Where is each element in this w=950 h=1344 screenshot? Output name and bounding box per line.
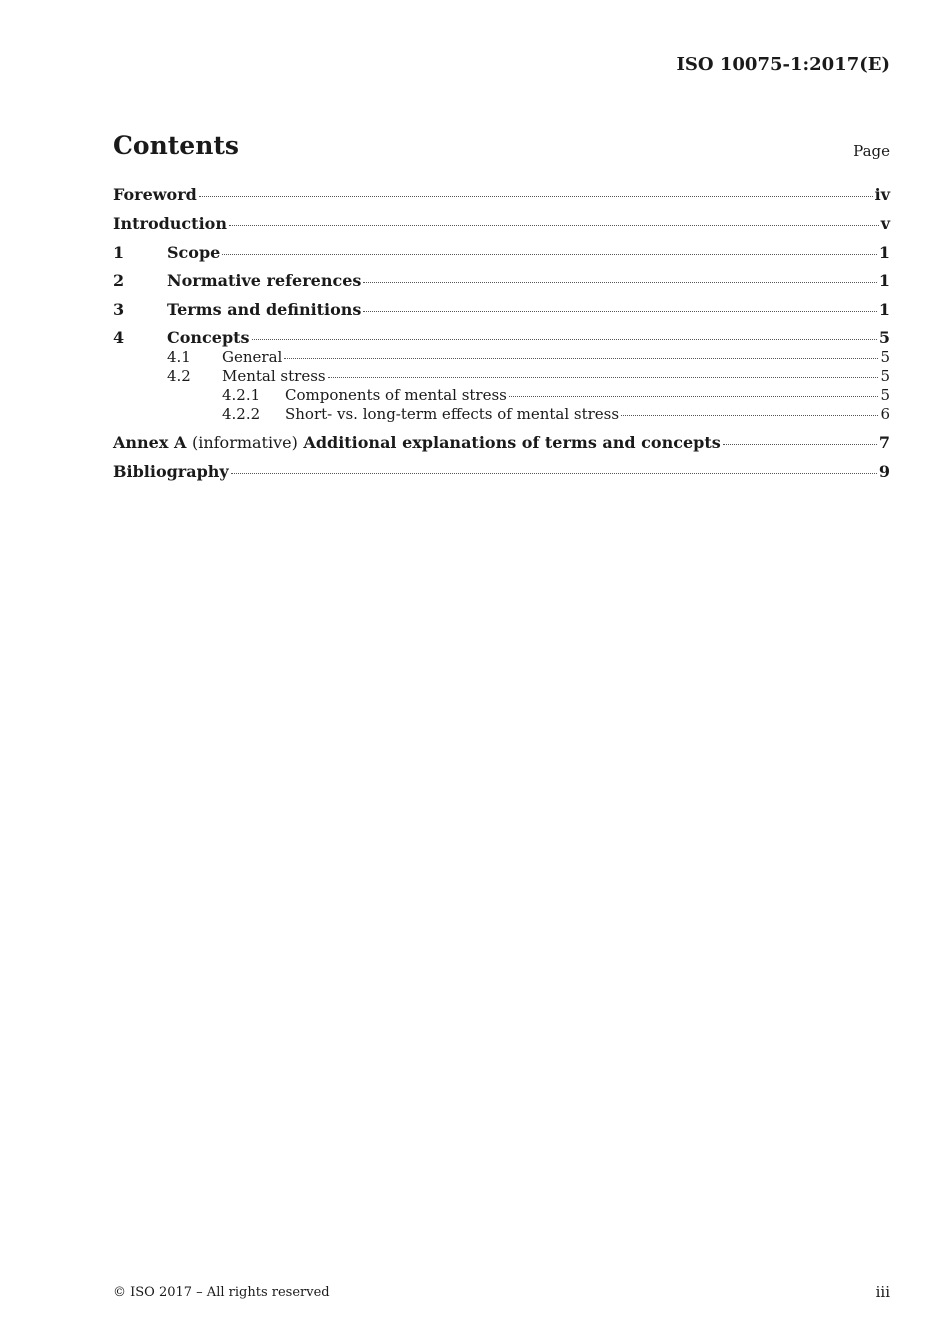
toc-entry-introduction[interactable]: [113, 214, 890, 233]
toc-entry-title: Normative references: [167, 271, 362, 290]
toc-entry-normative-references[interactable]: [113, 271, 890, 290]
toc-entry-number: 4: [113, 328, 125, 347]
page-column-label: Page: [853, 142, 890, 160]
toc-entry-page: 5: [878, 328, 890, 347]
toc-entry-page: 6: [880, 405, 890, 423]
toc-entry-page: 5: [880, 367, 890, 385]
toc-entry-general[interactable]: [113, 348, 890, 366]
toc-entry-title: General: [222, 348, 283, 366]
dot-leader: [621, 415, 878, 416]
toc-entry-scope[interactable]: [113, 243, 890, 262]
toc-entry-short-vs-long-term-effects[interactable]: [113, 405, 890, 423]
toc-entry-page: 1: [878, 243, 890, 262]
toc-entry-title: Introduction: [113, 214, 227, 233]
dot-leader: [252, 339, 877, 340]
toc-entry-page: 1: [878, 271, 890, 290]
toc-entry-title: Components of mental stress: [285, 386, 507, 404]
toc-entry-components-of-mental-stress[interactable]: [113, 386, 890, 404]
dot-leader: [509, 396, 879, 397]
toc-entry-number: 4.2.1: [222, 386, 261, 404]
dot-leader: [229, 225, 879, 226]
toc-entry-title: Terms and definitions: [167, 300, 362, 319]
toc-entry-concepts[interactable]: [113, 328, 890, 347]
toc-entry-annex-a[interactable]: [113, 433, 890, 452]
toc-entry-title: Scope: [167, 243, 221, 262]
dot-leader: [199, 196, 873, 197]
toc-entry-title: Foreword: [113, 185, 197, 204]
toc-entry-number: 4.2: [167, 367, 191, 385]
toc-entry-page: 5: [880, 386, 890, 404]
toc-entry-mental-stress[interactable]: [113, 367, 890, 385]
toc-entry-page: 7: [878, 433, 890, 452]
dot-leader: [222, 254, 877, 255]
footer-copyright: © ISO 2017 – All rights reserved: [113, 1285, 330, 1300]
toc-entry-number: 3: [113, 300, 125, 319]
toc-entry-number: 4.1: [167, 348, 191, 366]
toc-entry-number: 4.2.2: [222, 405, 261, 423]
annex-note: (informative): [191, 433, 298, 452]
toc-entry-title: Concepts: [167, 328, 250, 347]
toc-entry-page: v: [880, 214, 890, 233]
footer-page-number: iii: [875, 1283, 890, 1301]
toc-entry-page: iv: [874, 185, 890, 204]
toc-entry-number: 1: [113, 243, 125, 262]
toc-entry-page: 9: [878, 462, 890, 481]
annex-label: Annex A: [113, 433, 187, 452]
toc-entry-page: 5: [880, 348, 890, 366]
toc-entry-title: Additional explanations of terms and concepts: [303, 433, 721, 452]
contents-heading: Contents: [113, 131, 240, 160]
dot-leader: [231, 473, 877, 474]
toc-entry-foreword[interactable]: [113, 185, 890, 204]
dot-leader: [284, 358, 878, 359]
toc-entry-bibliography[interactable]: [113, 462, 890, 481]
toc-entry-title: Mental stress: [222, 367, 326, 385]
toc-entry-page: 1: [878, 300, 890, 319]
toc-entry-title: Short- vs. long-term effects of mental stress: [285, 405, 620, 423]
document-id: ISO 10075-1:2017(E): [676, 54, 890, 75]
toc-entry-title: Bibliography: [113, 462, 229, 481]
toc-entry-number: 2: [113, 271, 125, 290]
dot-leader: [363, 282, 876, 283]
dot-leader: [723, 444, 877, 445]
toc-entry-terms-and-definitions[interactable]: [113, 300, 890, 319]
dot-leader: [328, 377, 879, 378]
dot-leader: [363, 311, 876, 312]
